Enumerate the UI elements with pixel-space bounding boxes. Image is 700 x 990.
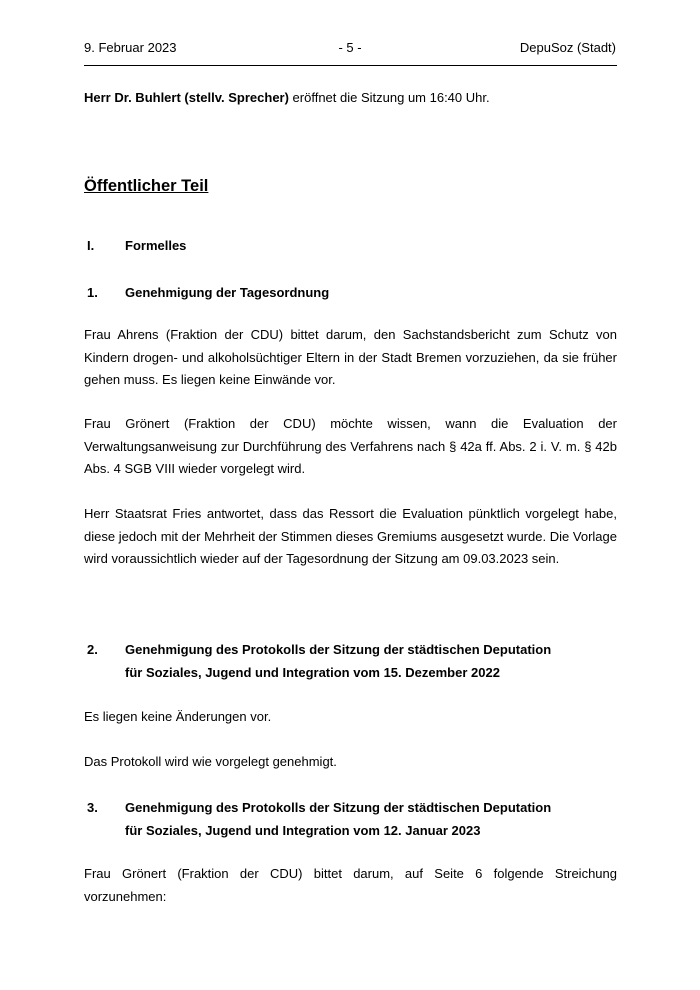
opening-statement — [84, 88, 617, 108]
heading-number: 1. — [87, 285, 98, 300]
header-rule — [84, 65, 617, 66]
opening-speaker: Herr Dr. Buhlert (stellv. Sprecher) — [84, 90, 289, 105]
paragraph-protocol-approved: Das Protokoll wird wie vorgelegt genehmigt. — [84, 754, 337, 769]
heading-item-3 — [87, 796, 567, 842]
paragraph-groenert-deletion: Frau Grönert (Fraktion der CDU) bittet darum, auf Seite 6 folgende Streichung vorzunehmen: — [84, 866, 617, 904]
heading-number: I. — [87, 238, 95, 253]
heading-item-1 — [87, 281, 617, 304]
heading-text: Formelles — [125, 238, 187, 253]
section-title: Öffentlicher Teil — [84, 177, 209, 195]
heading-number: 2. — [87, 642, 98, 657]
heading-formelles — [87, 234, 617, 257]
header-date: 9. Februar 2023 — [84, 40, 177, 55]
paragraph-ahrens: Frau Ahrens (Fraktion der CDU) bittet darum, den Sachstandsbericht zum Schutz von Kindern drogen- und alkoholsüchtiger Eltern in der Stadt Bremen vorzuziehen, da sie früher gehen muss. Es liegen keine Einwände vor. — [84, 327, 617, 387]
heading-text: Genehmigung des Protokolls der Sitzung der städtischen Deputation für Soziales, Jugend und Integration vom 15. Dezember 2022 — [125, 642, 552, 680]
header-committee: DepuSoz (Stadt) — [519, 40, 616, 55]
heading-number: 3. — [87, 800, 98, 815]
header-page-number: - 5 - — [338, 40, 362, 55]
paragraph-fries-answer: Herr Staatsrat Fries antwortet, dass das Ressort die Evaluation pünktlich vorgelegt habe, diese jedoch mit der Mehrheit der Stimmen dieses Gremiums ausgesetzt wurde. Die Vorlage wird voraussichtlich wieder auf der Tagesordnung der Sitzung am 09.03.2023 sein. — [84, 506, 617, 566]
page-header — [84, 40, 616, 60]
opening-text: eröffnet die Sitzung um 16:40 Uhr. — [288, 90, 490, 105]
heading-item-2 — [87, 638, 567, 684]
heading-text: Genehmigung der Tagesordnung — [125, 285, 330, 300]
paragraph-no-changes: Es liegen keine Änderungen vor. — [84, 709, 272, 724]
paragraph-groenert-question: Frau Grönert (Fraktion der CDU) möchte wissen, wann die Evaluation der Verwaltungsanweisung zur Durchführung des Verfahrens nach § 42a ff. Abs. 2 i. V. m. § 42b Abs. 4 SGB VIII wieder vorgelegt wird. — [84, 416, 617, 476]
heading-text: Genehmigung des Protokolls der Sitzung der städtischen Deputation für Soziales, Jugend und Integration vom 12. Januar 2023 — [125, 800, 552, 838]
